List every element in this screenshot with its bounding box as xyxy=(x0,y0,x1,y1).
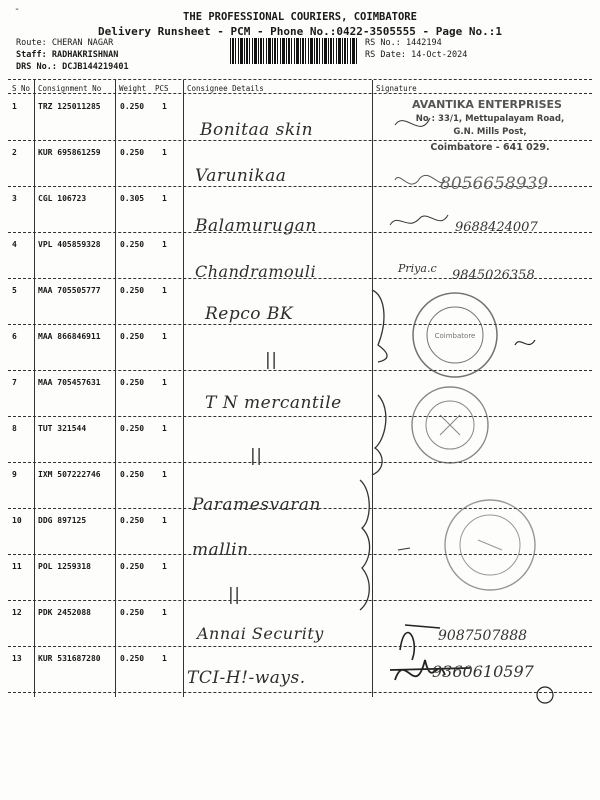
row-weight: 0.250 xyxy=(120,516,145,525)
row-consignment-no: IXM 507222746 xyxy=(38,470,101,479)
repco-bank-seal xyxy=(413,293,497,377)
row-pcs: 1 xyxy=(162,102,167,111)
rs-date-value: 14-Oct-2024 xyxy=(411,50,468,60)
row-sno: 5 xyxy=(12,286,17,295)
row-pcs: 1 xyxy=(162,562,167,571)
staff-value: RADHAKRISHNAN xyxy=(51,50,119,60)
row-weight: 0.250 xyxy=(120,378,145,387)
col-header-pcs: PCS xyxy=(155,84,169,93)
row-sno: 4 xyxy=(12,240,17,249)
row-consignment-no: PDK 2452088 xyxy=(38,608,91,617)
stamp-avantika-name: AVANTIKA ENTERPRISES xyxy=(412,98,562,111)
row-consignment-no: MAA 705457631 xyxy=(38,378,101,387)
row-pcs: 1 xyxy=(162,516,167,525)
consignee-handwriting: || xyxy=(250,446,263,466)
consignee-handwriting: Repco BK xyxy=(205,304,294,324)
row-weight: 0.250 xyxy=(120,148,145,157)
row-sno: 11 xyxy=(12,562,22,571)
row-weight: 0.250 xyxy=(120,286,145,295)
consignee-handwriting: || xyxy=(265,350,278,370)
stamp-avantika-line2: G.N. Mills Post, xyxy=(453,127,527,137)
row-sno: 7 xyxy=(12,378,17,387)
signature-name: Priya.c xyxy=(398,262,437,275)
row-pcs: 1 xyxy=(162,654,167,663)
mercantile-bank-seal xyxy=(412,387,488,463)
rs-date-line: RS Date: 14-Oct-2024 xyxy=(365,50,468,60)
runsheet-subtitle: Delivery Runsheet - PCM - Phone No.:0422-3505555 - Page No.:1 xyxy=(98,25,502,38)
consignee-handwriting: Chandramouli xyxy=(195,262,317,281)
consignee-handwriting: Paramesvaran xyxy=(192,495,321,515)
company-seal xyxy=(445,500,535,590)
row-sno: 9 xyxy=(12,470,17,479)
row-consignment-no: TUT 321544 xyxy=(38,424,87,433)
row-consignment-no: MAA 705505777 xyxy=(38,286,101,295)
signature-phone: 9360610597 xyxy=(432,662,534,681)
row-pcs: 1 xyxy=(162,424,167,433)
staff-line: Staff: RADHAKRISHNAN xyxy=(16,50,119,60)
rs-no-value: 1442194 xyxy=(405,38,442,48)
row-consignment-no: CGL 106723 xyxy=(38,194,87,203)
stamp-avantika-line1: No : 33/1, Mettupalayam Road, xyxy=(415,114,565,124)
row-sno: 12 xyxy=(12,608,22,617)
row-pcs: 1 xyxy=(162,332,167,341)
consignee-handwriting: Annai Security xyxy=(197,624,324,643)
row-consignment-no: POL 1259318 xyxy=(38,562,91,571)
consignee-handwriting: || xyxy=(228,585,241,605)
row-weight: 0.250 xyxy=(120,102,145,111)
signature-phone: 8056658939 xyxy=(440,174,549,194)
row-consignment-no: TRZ 125011285 xyxy=(38,102,101,111)
signature-phone: 9087507888 xyxy=(438,628,528,644)
row-sno: 6 xyxy=(12,332,17,341)
row-pcs: 1 xyxy=(162,148,167,157)
drs-line: DRS No.: DCJB144219401 xyxy=(16,62,129,72)
row-pcs: 1 xyxy=(162,470,167,479)
row-sno: 2 xyxy=(12,148,17,157)
signature-phone: 9845026358 xyxy=(452,268,535,283)
row-pcs: 1 xyxy=(162,378,167,387)
row-pcs: 1 xyxy=(162,286,167,295)
col-header-consignment: Consignment No xyxy=(38,84,102,93)
col-header-consignee: Consignee Details xyxy=(187,84,264,93)
row-weight: 0.250 xyxy=(120,654,145,663)
signature-phone: 9688424007 xyxy=(455,220,538,235)
row-sno: 8 xyxy=(12,424,17,433)
row-weight: 0.305 xyxy=(120,194,145,203)
consignee-handwriting: mallin xyxy=(192,540,249,560)
company-title: THE PROFESSIONAL COURIERS, COIMBATORE xyxy=(183,11,417,23)
row-consignment-no: VPL 405859328 xyxy=(38,240,101,249)
route-line: Route: CHERAN NAGAR xyxy=(16,38,114,48)
corner-mark: - xyxy=(14,4,21,15)
row-weight: 0.250 xyxy=(120,332,145,341)
consignee-handwriting: Balamurugan xyxy=(195,216,317,236)
row-weight: 0.250 xyxy=(120,608,145,617)
row-sno: 10 xyxy=(12,516,22,525)
row-weight: 0.250 xyxy=(120,562,145,571)
consignee-handwriting: TCI-H!-ways. xyxy=(187,668,306,688)
consignee-handwriting: T N mercantile xyxy=(205,393,342,413)
drs-value: DCJB144219401 xyxy=(62,62,129,72)
consignee-handwriting: Varunikaa xyxy=(195,166,287,186)
row-consignment-no: DDG 897125 xyxy=(38,516,87,525)
consignee-handwriting: Bonitaa skin xyxy=(200,120,314,140)
col-header-sno: S No xyxy=(12,84,31,93)
row-consignment-no: KUR 531687280 xyxy=(38,654,101,663)
row-weight: 0.250 xyxy=(120,424,145,433)
row-sno: 3 xyxy=(12,194,17,203)
svg-text:Coimbatore: Coimbatore xyxy=(434,332,476,340)
row-sno: 13 xyxy=(12,654,22,663)
rs-no-line: RS No.: 1442194 xyxy=(365,38,442,48)
col-header-signature: Signature xyxy=(376,84,417,93)
row-sno: 1 xyxy=(12,102,17,111)
row-pcs: 1 xyxy=(162,608,167,617)
row-pcs: 1 xyxy=(162,194,167,203)
stamp-avantika-line3: Coimbatore - 641 029. xyxy=(430,142,550,153)
row-consignment-no: KUR 695861259 xyxy=(38,148,101,157)
row-pcs: 1 xyxy=(162,240,167,249)
row-weight: 0.250 xyxy=(120,240,145,249)
row-weight: 0.250 xyxy=(120,470,145,479)
row-consignment-no: MAA 866846911 xyxy=(38,332,101,341)
col-header-weight: Weight xyxy=(119,84,147,93)
route-value: CHERAN NAGAR xyxy=(51,38,114,48)
